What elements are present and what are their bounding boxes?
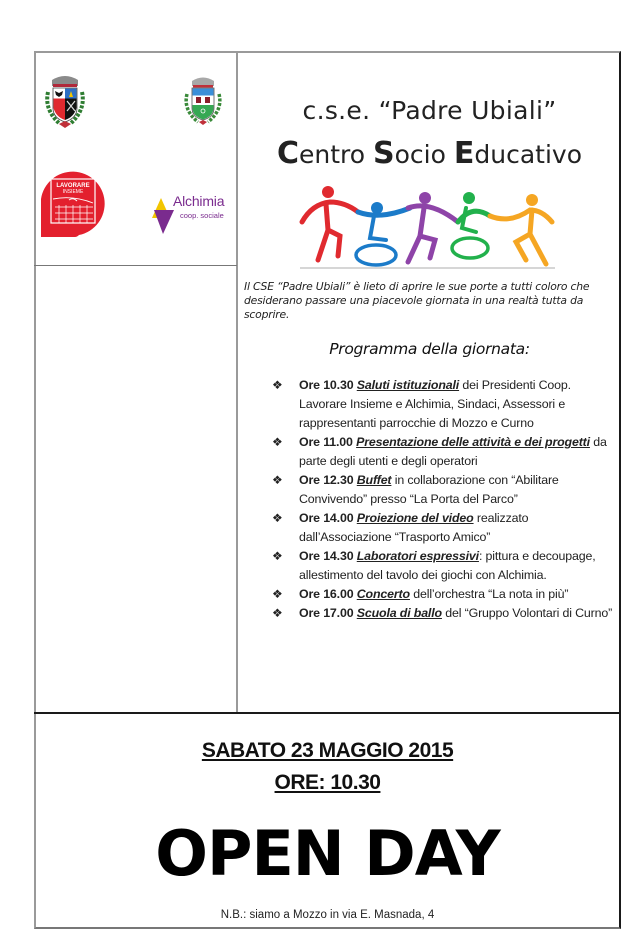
lavorare-text: LAVORARE [56, 183, 90, 189]
item-details: realizzato dall’Associazione “Trasporto Amico” [299, 511, 529, 544]
item-activity: Concerto [356, 587, 410, 601]
item-time: Ore 11.00 [299, 435, 353, 449]
center-subtitle [238, 136, 621, 171]
logo-panel-divider [34, 265, 237, 266]
programme-item [272, 604, 617, 623]
item-details: : pittura e decoupage, allestimento del tavolo dei giochi con Alchimia. [299, 549, 596, 582]
item-details: del “Gruppo Volontari di Curno” [441, 606, 613, 620]
open-day-headline: OPEN DAY [155, 817, 500, 890]
four-diamond-bullet-icon: ❖ [272, 378, 283, 392]
item-activity: Buffet [356, 473, 392, 487]
alchimia-subtitle: coop. sociale [180, 211, 224, 220]
municipal-crest-left-icon [42, 70, 88, 132]
intro-paragraph: Il CSE “Padre Ubiali” è lieto di aprire le sue porte a tutti coloro che desiderano passare una piacevole giornata in una realtà tutta da scoprire. [244, 280, 590, 321]
four-diamond-bullet-icon: ❖ [272, 511, 283, 525]
programme-item [272, 376, 617, 433]
center-title: c.s.e. “Padre Ubiali” [302, 96, 557, 125]
item-details: dell’orchestra “La nota in più” [409, 587, 569, 601]
subtitle-cap-s: S [373, 136, 395, 171]
four-diamond-bullet-icon: ❖ [272, 606, 283, 620]
four-diamond-bullet-icon: ❖ [272, 587, 283, 601]
event-time: ORE: 10.30 [274, 771, 381, 794]
item-time: Ore 16.00 [299, 587, 354, 601]
item-time: Ore 12.30 [299, 473, 354, 487]
item-time: Ore 17.00 [299, 606, 354, 620]
alchimia-name: Alchimia [173, 193, 225, 209]
event-date: SABATO 23 MAGGIO 2015 [201, 739, 454, 762]
four-diamond-bullet-icon: ❖ [272, 549, 283, 563]
item-time: Ore 14.30 [299, 549, 354, 563]
four-diamond-bullet-icon: ❖ [272, 435, 283, 449]
programme-item [272, 433, 617, 471]
people-holding-hands-illustration-icon [290, 180, 565, 270]
programme-item [272, 509, 617, 547]
item-activity: Presentazione delle attività e dei progetti [356, 435, 590, 449]
municipal-crest-right-icon [180, 72, 226, 130]
item-details: dei Presidenti Coop. Lavorare Insieme e Alchimia, Sindaci, Assessori e rappresentanti parrocchie di Mozzo e Curno [299, 378, 571, 430]
item-activity: Laboratori espressivi [356, 549, 479, 563]
programme-list [272, 376, 617, 623]
item-time: Ore 10.30 [299, 378, 354, 392]
item-details: da parte degli utenti e degli operatori [299, 435, 607, 468]
programme-title: Programma della giornata: [329, 340, 530, 358]
lavorare-insieme-logo-icon [41, 167, 111, 237]
four-diamond-bullet-icon: ❖ [272, 473, 283, 487]
bottom-section-divider [34, 712, 621, 714]
subtitle-cap-c: C [277, 136, 300, 171]
subtitle-cap-e: E [453, 136, 475, 171]
item-time: Ore 14.00 [299, 511, 354, 525]
insieme-text: INSIEME [62, 189, 84, 195]
subtitle-word-s: ocio [394, 140, 454, 169]
item-activity: Scuola di ballo [356, 606, 442, 620]
location-note: N.B.: siamo a Mozzo in via E. Masnada, 4 [220, 909, 435, 921]
programme-item [272, 547, 617, 585]
item-activity: Saluti istituzionali [356, 378, 460, 392]
programme-item [272, 585, 617, 604]
item-activity: Proiezione del video [356, 511, 474, 525]
subtitle-word-c: entro [299, 140, 374, 169]
item-details: in collaborazione con “Abilitare Convivendo” presso “La Porta del Parco” [299, 473, 559, 506]
subtitle-word-e: ducativo [474, 140, 582, 169]
programme-item [272, 471, 617, 509]
